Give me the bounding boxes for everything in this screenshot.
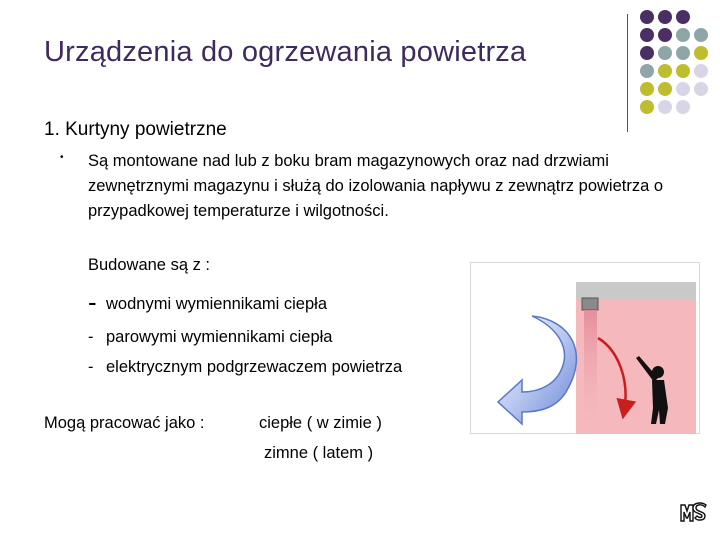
list-dash: - xyxy=(88,287,97,317)
decor-dot xyxy=(694,28,708,42)
decor-dot xyxy=(658,100,672,114)
air-curtain-illustration xyxy=(470,262,700,434)
list-item xyxy=(88,328,333,347)
built-label: Budowane są z : xyxy=(88,256,210,274)
decor-dot xyxy=(658,64,672,78)
list-item xyxy=(88,287,327,317)
decor-dot xyxy=(676,100,690,114)
decor-dot xyxy=(640,100,654,114)
list-item-label: parowymi wymiennikami ciepła xyxy=(106,328,333,346)
curtain-airflow xyxy=(584,310,597,434)
ceiling-band xyxy=(576,282,696,300)
decor-dot xyxy=(694,46,708,60)
decor-dot xyxy=(640,82,654,96)
slide-title: Urządzenia do ogrzewania powietrza xyxy=(44,36,527,68)
decor-dot xyxy=(694,82,708,96)
list-dash: - xyxy=(88,358,94,376)
list-dash: - xyxy=(88,328,94,346)
decor-dot xyxy=(658,10,672,24)
decor-dot xyxy=(658,28,672,42)
bullet-marker: • xyxy=(60,152,64,163)
decor-dot xyxy=(694,64,708,78)
decor-dot xyxy=(676,82,690,96)
mode-cold: zimne ( latem ) xyxy=(264,444,374,462)
decor-dot xyxy=(676,64,690,78)
list-item-label: elektrycznym podgrzewaczem powietrza xyxy=(106,358,403,376)
list-item-label: wodnymi wymiennikami ciepła xyxy=(106,295,327,313)
decor-dot xyxy=(676,10,690,24)
decor-dot xyxy=(640,64,654,78)
decorative-dot-grid xyxy=(640,10,720,122)
decor-dot xyxy=(640,28,654,42)
decor-dot xyxy=(640,10,654,24)
decor-dot xyxy=(658,46,672,60)
list-item xyxy=(88,358,402,377)
mode-warm: ciepłe ( w zimie ) xyxy=(259,414,382,432)
section-heading: 1. Kurtyny powietrzne xyxy=(44,119,227,140)
decor-dot xyxy=(658,82,672,96)
ms-logo xyxy=(679,497,707,523)
air-curtain-unit xyxy=(582,298,598,310)
decor-dot xyxy=(676,46,690,60)
title-divider-line xyxy=(627,14,628,132)
description-paragraph: Są montowane nad lub z boku bram magazynowych oraz nad drzwiami zewnętrznymi magazynu i służą do izolowania napływu z zewnątrz powietrza o przypadkowej temperaturze i wilgotności. xyxy=(88,152,664,220)
modes-label: Mogą pracować jako : xyxy=(44,414,205,432)
decor-dot xyxy=(676,28,690,42)
decor-dot xyxy=(640,46,654,60)
